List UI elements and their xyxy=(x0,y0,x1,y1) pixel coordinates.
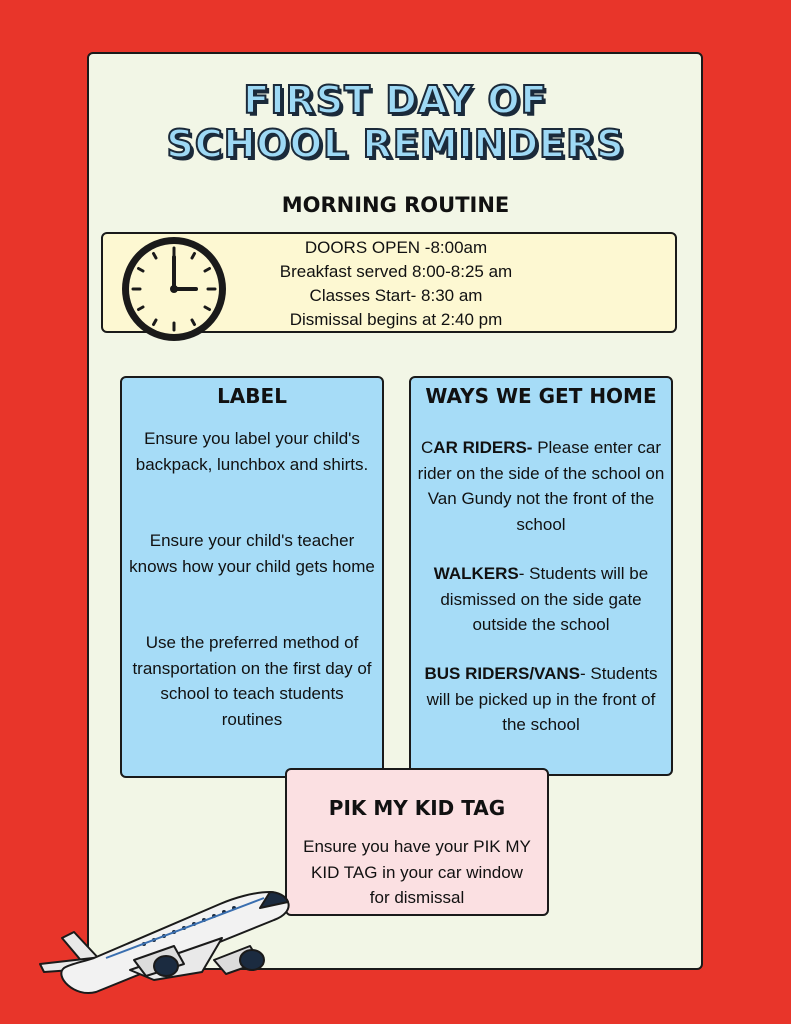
car-riders-label: AR RIDERS- xyxy=(433,438,533,457)
routine-classes-start: Classes Start- 8:30 am xyxy=(309,286,483,305)
title-line-1: FIRST DAY OF xyxy=(243,78,548,122)
label-heading: LABEL xyxy=(217,384,287,408)
ways-home-heading: WAYS WE GET HOME xyxy=(425,384,657,408)
clock-icon xyxy=(117,232,231,346)
routine-breakfast: Breakfast served 8:00-8:25 am xyxy=(279,262,513,281)
walkers-label: WALKERS xyxy=(433,564,519,583)
tag-text: Ensure you have your PIK MY KID TAG in your car window for dismissal xyxy=(303,837,531,907)
routine-dismissal: Dismissal begins at 2:40 pm xyxy=(289,310,503,329)
morning-routine-heading: MORNING ROUTINE xyxy=(281,193,510,217)
label-paragraph-3: Use the preferred method of transportation on the first day of school to teach students routines xyxy=(132,633,372,729)
bus-riders-label: BUS RIDERS/VANS xyxy=(424,664,581,683)
label-paragraph-1: Ensure you label your child's backpack, lunchbox and shirts. xyxy=(135,429,369,474)
car-riders-description: Please enter car rider on the side of the school on Van Gundy not the front of the school xyxy=(417,438,665,534)
airplane-icon xyxy=(34,880,294,1000)
pik-my-kid-tag-box xyxy=(285,768,549,916)
car-riders-text xyxy=(417,435,665,537)
tag-heading: PIK MY KID TAG xyxy=(328,796,506,820)
walkers-description: - Students will be dismissed on the side gate outside the school xyxy=(440,564,649,634)
ways-home-box xyxy=(409,376,673,776)
routine-doors-open: DOORS OPEN -8:00am xyxy=(304,238,488,257)
label-box xyxy=(120,376,384,778)
bus-riders-description: - Students will be picked up in the front of the school xyxy=(426,664,658,734)
label-paragraph-2: Ensure your child's teacher knows how your child gets home xyxy=(129,531,375,576)
walkers-text xyxy=(417,561,665,638)
bus-riders-text xyxy=(417,661,665,738)
morning-routine-list xyxy=(250,236,542,332)
title-line-2: SCHOOL REMINDERS xyxy=(166,122,625,166)
car-riders-prefix: C xyxy=(421,438,434,457)
